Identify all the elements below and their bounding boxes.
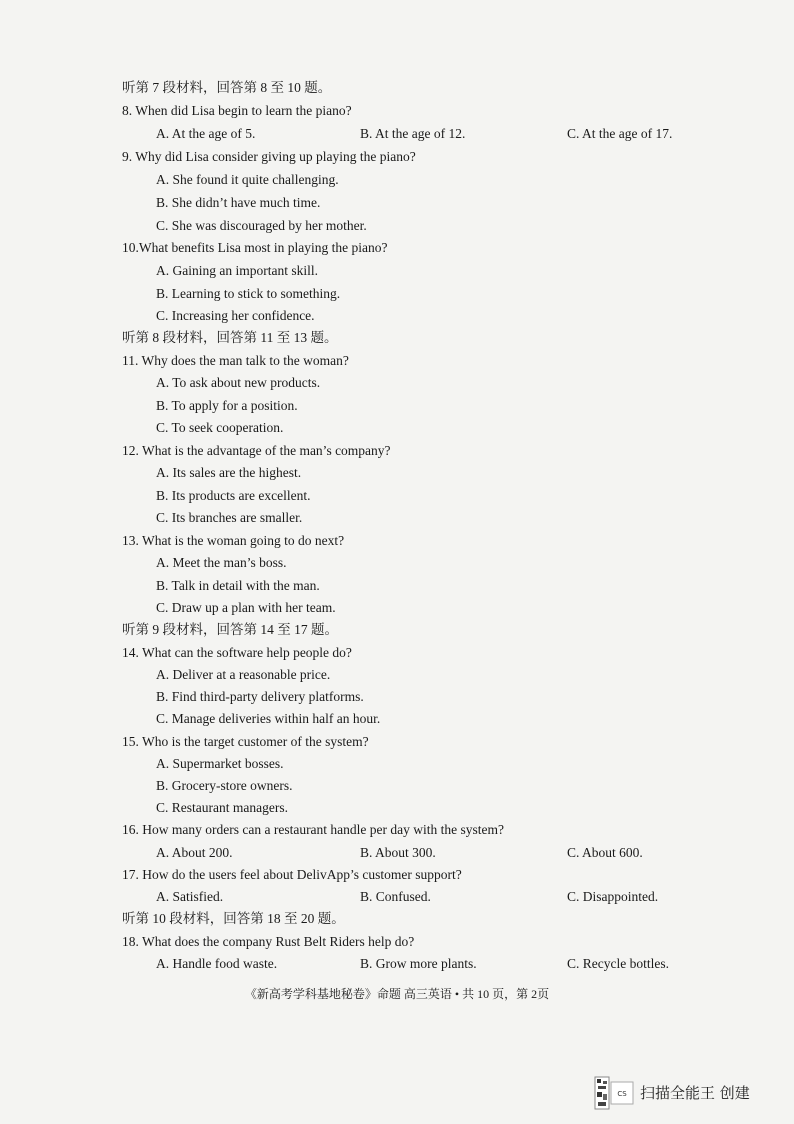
option-a-line — [0, 260, 794, 282]
question-stem: 17. How do the users feel about DelivApp’s customer support? — [122, 867, 462, 882]
option-c: C. She was discouraged by her mother. — [156, 218, 367, 233]
option-c: C. At the age of 17. — [567, 126, 673, 141]
option-b: B. At the age of 12. — [360, 126, 466, 141]
section-9-heading: 听第 9 段材料，回答第 14 至 17 题。 — [122, 622, 338, 637]
question-stem: 9. Why did Lisa consider giving up playing the piano? — [122, 149, 416, 164]
option-a: A. Deliver at a reasonable price. — [156, 667, 331, 682]
section-heading — [0, 77, 794, 99]
option-c: C. Draw up a plan with her team. — [156, 600, 336, 615]
question-13 — [0, 530, 794, 552]
option-c-line — [0, 305, 794, 327]
option-b: B. Its products are excellent. — [156, 488, 311, 503]
camscanner-logo-icon — [594, 1076, 634, 1110]
watermark-text: 扫描全能王 创建 — [640, 1084, 750, 1102]
option-b: B. Learning to stick to something. — [156, 286, 341, 301]
option-a: A. Its sales are the highest. — [156, 465, 302, 480]
question-14 — [0, 642, 794, 664]
option-b: B. To apply for a position. — [156, 398, 298, 413]
question-stem: 16. How many orders can a restaurant handle per day with the system? — [122, 822, 505, 837]
option-a: A. About 200. — [156, 845, 233, 860]
option-a-line — [0, 462, 794, 484]
option-c-line — [0, 417, 794, 439]
question-17 — [0, 864, 794, 886]
question-stem: 13. What is the woman going to do next? — [122, 533, 345, 548]
option-b-line — [0, 192, 794, 214]
option-b: B. Confused. — [360, 889, 431, 904]
question-stem: 11. Why does the man talk to the woman? — [122, 353, 349, 368]
question-18-options — [0, 953, 794, 975]
option-c: C. About 600. — [567, 845, 643, 860]
option-b: B. Grocery-store owners. — [156, 778, 293, 793]
option-a: A. To ask about new products. — [156, 375, 321, 390]
option-a: A. Handle food waste. — [156, 956, 278, 971]
question-stem: 15. Who is the target customer of the system? — [122, 734, 369, 749]
page-footer: 《新高考学科基地秘卷》命题 高三英语 • 共 10 页，第 2页 — [244, 987, 550, 1001]
question-9 — [0, 146, 794, 168]
option-a: A. Meet the man’s boss. — [156, 555, 287, 570]
question-8 — [0, 100, 794, 122]
option-c: C. Manage deliveries within half an hour. — [156, 711, 381, 726]
question-stem: 14. What can the software help people do? — [122, 645, 352, 660]
option-a: A. Gaining an important skill. — [156, 263, 318, 278]
option-b: B. Talk in detail with the man. — [156, 578, 320, 593]
option-a-line — [0, 753, 794, 775]
section-7-heading: 听第 7 段材料，回答第 8 至 10 题。 — [122, 80, 332, 95]
option-c: C. Disappointed. — [567, 889, 659, 904]
section-heading — [0, 908, 794, 930]
option-c-line — [0, 597, 794, 619]
option-c: C. To seek cooperation. — [156, 420, 284, 435]
question-15 — [0, 731, 794, 753]
option-c-line — [0, 797, 794, 819]
option-b: B. Find third-party delivery platforms. — [156, 689, 364, 704]
option-c: C. Recycle bottles. — [567, 956, 669, 971]
option-b-line — [0, 283, 794, 305]
option-b: B. About 300. — [360, 845, 436, 860]
option-c-line — [0, 215, 794, 237]
option-b: B. Grow more plants. — [360, 956, 477, 971]
question-18 — [0, 931, 794, 953]
question-stem: 18. What does the company Rust Belt Riders help do? — [122, 934, 415, 949]
section-heading — [0, 327, 794, 349]
option-b-line — [0, 485, 794, 507]
question-10 — [0, 237, 794, 259]
option-b-line — [0, 686, 794, 708]
option-c: C. Increasing her confidence. — [156, 308, 315, 323]
section-8-heading: 听第 8 段材料，回答第 11 至 13 题。 — [122, 330, 338, 345]
section-10-heading: 听第 10 段材料，回答第 18 至 20 题。 — [122, 911, 345, 926]
option-a-line — [0, 169, 794, 191]
option-a: A. At the age of 5. — [156, 126, 256, 141]
option-a-line — [0, 664, 794, 686]
option-a: A. She found it quite challenging. — [156, 172, 339, 187]
option-b-line — [0, 395, 794, 417]
option-b-line — [0, 775, 794, 797]
option-c-line — [0, 708, 794, 730]
option-b-line — [0, 575, 794, 597]
option-c-line — [0, 507, 794, 529]
question-11 — [0, 350, 794, 372]
option-c: C. Its branches are smaller. — [156, 510, 303, 525]
question-16-options — [0, 842, 794, 864]
question-12 — [0, 440, 794, 462]
question-stem: 12. What is the advantage of the man’s company? — [122, 443, 391, 458]
option-b: B. She didn’t have much time. — [156, 195, 321, 210]
svg-text:CS: CS — [617, 1090, 627, 1098]
question-16 — [0, 819, 794, 841]
option-c: C. Restaurant managers. — [156, 800, 288, 815]
option-a: A. Satisfied. — [156, 889, 224, 904]
option-a-line — [0, 552, 794, 574]
question-8-options — [0, 123, 794, 145]
scanner-watermark — [594, 1074, 774, 1114]
option-a: A. Supermarket bosses. — [156, 756, 284, 771]
question-stem: 8. When did Lisa begin to learn the piano? — [122, 103, 352, 118]
question-17-options — [0, 886, 794, 908]
section-heading — [0, 619, 794, 641]
option-a-line — [0, 372, 794, 394]
question-stem: 10.What benefits Lisa most in playing the piano? — [122, 240, 388, 255]
